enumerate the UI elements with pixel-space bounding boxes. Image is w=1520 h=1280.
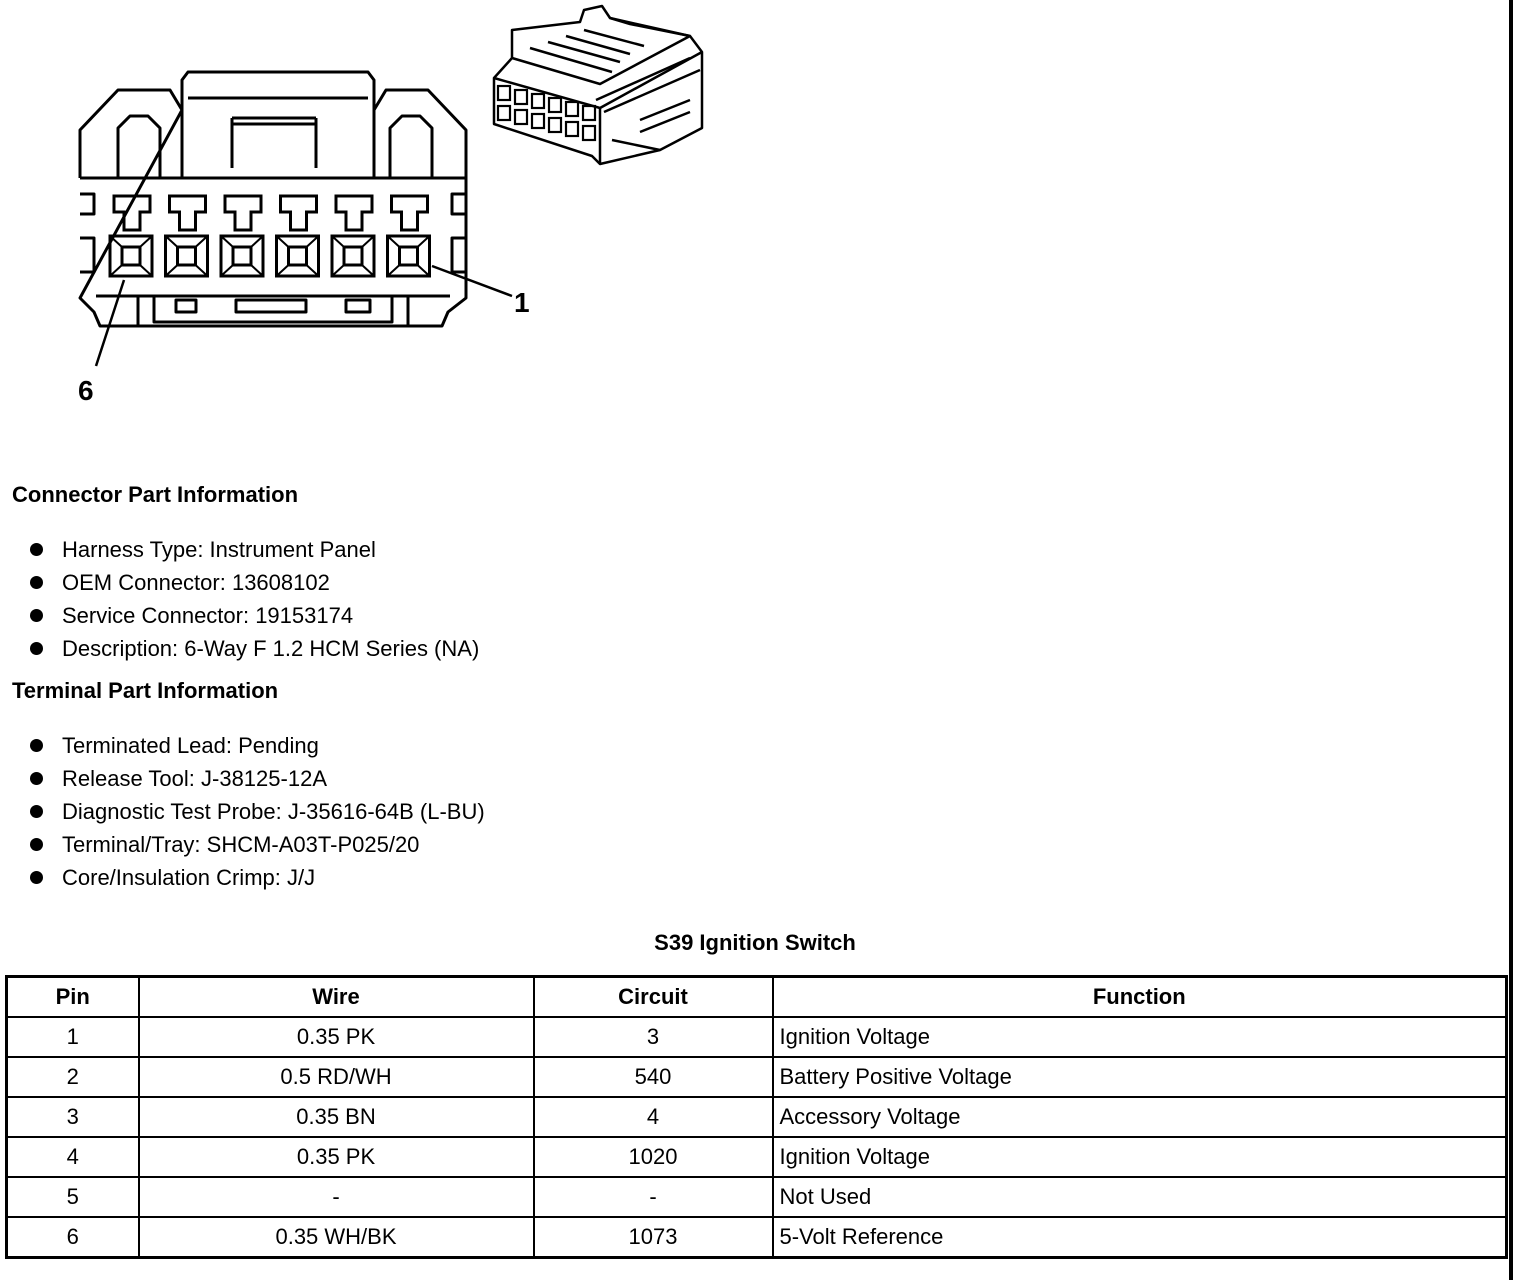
isometric-cavity xyxy=(515,90,527,124)
table-row xyxy=(7,1097,1507,1137)
bullet-icon xyxy=(30,576,43,589)
pin-cell: 3 xyxy=(7,1097,139,1137)
table-row xyxy=(7,1137,1507,1177)
function-cell: Not Used xyxy=(773,1177,1507,1217)
wire-cell: 0.35 PK xyxy=(139,1137,534,1177)
connector-cavity xyxy=(221,196,263,276)
list-item: Core/Insulation Crimp: J/J xyxy=(12,861,485,894)
pin-1-callout: 1 xyxy=(514,287,530,318)
isometric-cavity xyxy=(549,98,561,132)
connector-diagram xyxy=(0,0,720,420)
terminal-part-info-heading: Terminal Part Information xyxy=(12,678,279,703)
bullet-icon xyxy=(30,772,43,785)
circuit-cell: 3 xyxy=(534,1017,773,1057)
wire-cell: 0.35 PK xyxy=(139,1017,534,1057)
isometric-cavity xyxy=(498,86,510,120)
isometric-cavity xyxy=(566,102,578,136)
list-item: Release Tool: J-38125-12A xyxy=(12,762,485,795)
wire-cell: 0.35 WH/BK xyxy=(139,1217,534,1258)
function-cell: 5-Volt Reference xyxy=(773,1217,1507,1258)
circuit-cell: - xyxy=(534,1177,773,1217)
connector-face-outline xyxy=(80,72,466,326)
list-item: OEM Connector: 13608102 xyxy=(12,566,479,599)
pin-cell: 2 xyxy=(7,1057,139,1097)
bullet-icon xyxy=(30,739,43,752)
pin-cell: 5 xyxy=(7,1177,139,1217)
circuit-cell: 4 xyxy=(534,1097,773,1137)
column-header-circuit: Circuit xyxy=(534,977,773,1018)
connector-cavity xyxy=(277,196,319,276)
isometric-cavity xyxy=(532,94,544,128)
page-right-border xyxy=(1509,0,1513,1280)
circuit-cell: 540 xyxy=(534,1057,773,1097)
callout-leader-pin-1 xyxy=(432,266,512,296)
bullet-icon xyxy=(30,609,43,622)
function-cell: Ignition Voltage xyxy=(773,1017,1507,1057)
connector-cavity xyxy=(166,196,208,276)
circuit-cell: 1020 xyxy=(534,1137,773,1177)
function-cell: Ignition Voltage xyxy=(773,1137,1507,1177)
right-rib xyxy=(390,116,432,178)
bullet-icon xyxy=(30,805,43,818)
connector-isometric-illustration xyxy=(494,6,702,164)
connector-top-latch xyxy=(80,110,466,178)
table-row xyxy=(7,1217,1507,1258)
list-item: Terminal/Tray: SHCM-A03T-P025/20 xyxy=(12,828,485,861)
table-row xyxy=(7,1017,1507,1057)
column-header-pin: Pin xyxy=(7,977,139,1018)
table-row xyxy=(7,1057,1507,1097)
connector-part-info-list xyxy=(12,533,479,665)
list-item: Terminated Lead: Pending xyxy=(12,729,485,762)
pin-table-title: S39 Ignition Switch xyxy=(654,930,856,955)
bullet-icon xyxy=(30,838,43,851)
bullet-icon xyxy=(30,543,43,556)
list-item: Harness Type: Instrument Panel xyxy=(12,533,479,566)
table-header-row xyxy=(7,977,1507,1018)
pin-table xyxy=(5,975,1508,1259)
wire-cell: 0.35 BN xyxy=(139,1097,534,1137)
pin-cell: 4 xyxy=(7,1137,139,1177)
bullet-icon xyxy=(30,642,43,655)
list-item: Description: 6-Way F 1.2 HCM Series (NA) xyxy=(12,632,479,665)
bullet-icon xyxy=(30,871,43,884)
function-cell: Accessory Voltage xyxy=(773,1097,1507,1137)
left-rib xyxy=(118,116,160,178)
list-item: Service Connector: 19153174 xyxy=(12,599,479,632)
isometric-cavity xyxy=(583,106,595,140)
pin-cell: 6 xyxy=(7,1217,139,1258)
function-cell: Battery Positive Voltage xyxy=(773,1057,1507,1097)
list-item: Diagnostic Test Probe: J-35616-64B (L-BU) xyxy=(12,795,485,828)
column-header-wire: Wire xyxy=(139,977,534,1018)
pin-cell: 1 xyxy=(7,1017,139,1057)
wire-cell: - xyxy=(139,1177,534,1217)
circuit-cell: 1073 xyxy=(534,1217,773,1258)
connector-part-info-heading: Connector Part Information xyxy=(12,482,299,507)
table-row xyxy=(7,1177,1507,1217)
connector-cavity xyxy=(388,196,430,276)
connector-cavity xyxy=(110,196,152,276)
pin-6-callout: 6 xyxy=(78,375,94,406)
wire-cell: 0.5 RD/WH xyxy=(139,1057,534,1097)
connector-cavity xyxy=(332,196,374,276)
terminal-part-info-list xyxy=(12,729,485,894)
column-header-function: Function xyxy=(773,977,1507,1018)
